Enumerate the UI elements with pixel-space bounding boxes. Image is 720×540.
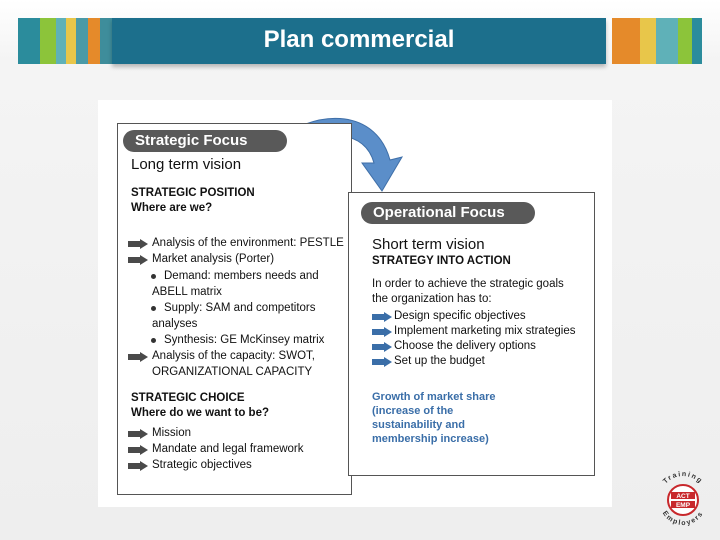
- bullet-icon: [151, 274, 156, 279]
- stripe-orange-2: [612, 18, 640, 64]
- strategic-choice-question: Where do we want to be?: [131, 407, 270, 419]
- arrow-right-icon: [372, 327, 392, 337]
- stripe-teal-5: [656, 18, 678, 64]
- page-title: Plan commercial: [263, 26, 455, 53]
- list-item: Strategic objectives: [152, 459, 252, 471]
- arrow-right-icon: [372, 342, 392, 352]
- arrow-right-icon: [128, 429, 148, 439]
- header-band: [0, 0, 720, 72]
- list-item: Set up the budget: [394, 355, 485, 367]
- list-item: Demand: members needs and: [164, 270, 319, 282]
- short-term-vision: Short term vision: [372, 236, 485, 253]
- svg-text:Training: Training: [662, 470, 704, 486]
- list-item: analyses: [152, 318, 198, 330]
- stripe-green-2: [678, 18, 692, 64]
- list-item: Market analysis (Porter): [152, 253, 275, 265]
- arrow-right-icon: [128, 352, 148, 362]
- strategic-position-heading: STRATEGIC POSITION: [131, 187, 255, 199]
- stripe-yellow-1: [66, 18, 76, 64]
- arrow-right-icon: [372, 357, 392, 367]
- svg-text:Employers: Employers: [660, 510, 706, 528]
- bullet-icon: [151, 338, 156, 343]
- list-item: Mandate and legal framework: [152, 443, 304, 455]
- stripe-teal-6: [692, 18, 702, 64]
- act-emp-logo: [652, 468, 714, 530]
- stripe-green-1: [40, 18, 56, 64]
- list-item: Design specific objectives: [394, 310, 526, 322]
- growth-line: sustainability and: [372, 419, 465, 431]
- strategic-choice-heading: STRATEGIC CHOICE: [131, 392, 245, 404]
- stripe-teal-4: [100, 18, 112, 64]
- bullet-icon: [151, 306, 156, 311]
- list-item: Choose the delivery options: [394, 340, 536, 352]
- long-term-vision: Long term vision: [131, 156, 242, 173]
- stripe-teal-1: [18, 18, 40, 64]
- list-item: Mission: [152, 427, 191, 439]
- growth-line: (increase of the: [372, 405, 454, 417]
- list-item: Analysis of the capacity: SWOT,: [152, 350, 315, 362]
- strategy-into-action-heading: STRATEGY INTO ACTION: [372, 255, 511, 267]
- list-item: Supply: SAM and competitors: [164, 302, 316, 314]
- arrow-right-icon: [128, 461, 148, 471]
- growth-line: membership increase): [372, 433, 489, 445]
- svg-text:EMP: EMP: [675, 502, 691, 509]
- operational-focus-pill: Operational Focus: [361, 202, 535, 224]
- stripe-teal-2: [56, 18, 66, 64]
- growth-line: Growth of market share: [372, 391, 496, 403]
- stripe-orange-1: [88, 18, 100, 64]
- intro-line: In order to achieve the strategic goals: [372, 278, 564, 290]
- list-item: Synthesis: GE McKinsey matrix: [164, 334, 325, 346]
- strategic-focus-pill: Strategic Focus: [123, 130, 287, 152]
- list-item: Analysis of the environment: PESTLE: [152, 237, 344, 249]
- arrow-right-icon: [372, 312, 392, 322]
- list-item: ABELL matrix: [152, 286, 222, 298]
- stripe-teal-3: [76, 18, 88, 64]
- stripe-yellow-2: [640, 18, 656, 64]
- arrow-right-icon: [128, 255, 148, 265]
- list-item: ORGANIZATIONAL CAPACITY: [152, 366, 313, 378]
- list-item: Implement marketing mix strategies: [394, 325, 576, 337]
- strategic-position-question: Where are we?: [131, 202, 213, 214]
- arrow-right-icon: [128, 239, 148, 249]
- intro-line: the organization has to:: [372, 293, 492, 305]
- arrow-right-icon: [128, 445, 148, 455]
- svg-text:ACT: ACT: [676, 493, 690, 500]
